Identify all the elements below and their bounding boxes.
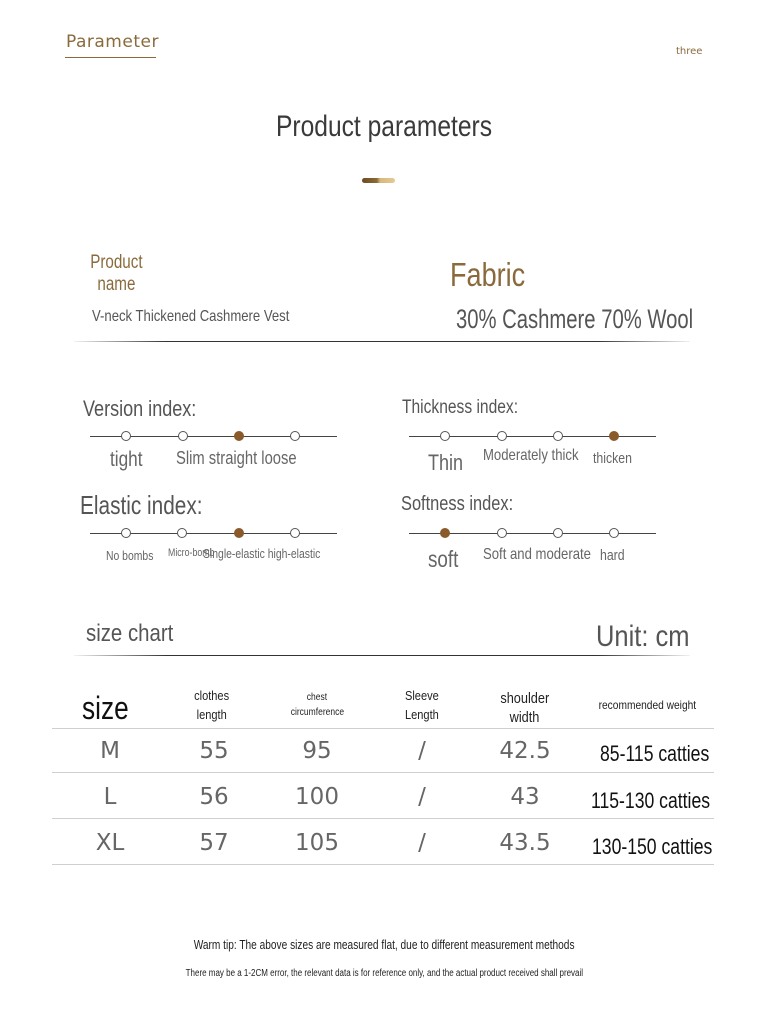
col-header-shoulder-line2: width bbox=[510, 709, 540, 726]
col-header-sleeve-line2: Length bbox=[405, 707, 439, 722]
thickness-point-3 bbox=[553, 431, 563, 441]
divider bbox=[74, 655, 690, 656]
version-point-3 bbox=[234, 431, 244, 441]
cell-sleeve: / bbox=[418, 784, 426, 810]
product-name-label: Product name bbox=[90, 252, 143, 295]
col-header-size: size bbox=[82, 690, 129, 726]
thickness-point-2 bbox=[497, 431, 507, 441]
section-tag: Parameter bbox=[66, 32, 159, 52]
row-divider bbox=[52, 728, 714, 729]
page-title: Product parameters bbox=[275, 110, 493, 143]
thickness-point-1 bbox=[440, 431, 450, 441]
cell-weight: 85-115 catties bbox=[600, 741, 710, 766]
elastic-point-1 bbox=[121, 528, 131, 538]
product-name-value: V-neck Thickened Cashmere Vest bbox=[92, 308, 290, 325]
cell-chest: 100 bbox=[295, 784, 339, 810]
cell-shoulder: 42.5 bbox=[499, 738, 551, 764]
row-divider bbox=[52, 818, 714, 819]
cell-size: M bbox=[100, 738, 120, 764]
version-point-4 bbox=[290, 431, 300, 441]
version-label-2: Slim straight loose bbox=[176, 448, 297, 468]
row-divider bbox=[52, 772, 714, 773]
softness-point-3 bbox=[553, 528, 563, 538]
fabric-value: 30% Cashmere 70% Wool bbox=[456, 304, 694, 334]
divider bbox=[74, 341, 690, 342]
unit-label: Unit: cm bbox=[596, 620, 690, 653]
thickness-point-4 bbox=[609, 431, 619, 441]
size-chart-label: size chart bbox=[86, 620, 174, 647]
col-header-weight-text: recommended weight bbox=[598, 698, 696, 712]
softness-point-1 bbox=[440, 528, 450, 538]
col-header-shoulder bbox=[485, 689, 565, 727]
softness-label-2: Soft and moderate bbox=[483, 546, 591, 563]
col-header-length-line2: length bbox=[196, 707, 228, 722]
elastic-point-2 bbox=[177, 528, 187, 538]
version-label-1: tight bbox=[110, 448, 143, 471]
elastic-label-2: Micro-bomb bbox=[168, 547, 215, 559]
softness-label-3: hard bbox=[600, 547, 625, 564]
row-divider bbox=[52, 864, 714, 865]
cell-sleeve: / bbox=[418, 830, 426, 856]
cell-length: 55 bbox=[199, 738, 229, 764]
cell-size: XL bbox=[95, 830, 125, 856]
version-index-title: Version index: bbox=[83, 396, 197, 421]
fabric-label: Fabric bbox=[450, 256, 526, 293]
cell-size: L bbox=[103, 784, 117, 810]
col-header-shoulder-line1: shoulder bbox=[500, 690, 550, 707]
version-point-2 bbox=[178, 431, 188, 441]
col-header-length-line1: clothes bbox=[194, 688, 230, 703]
warm-tip-text: Warm tip: The above sizes are measured flat, due to different measurement methods bbox=[193, 937, 575, 952]
thickness-index-title: Thickness index: bbox=[402, 397, 519, 418]
error-note bbox=[0, 968, 768, 979]
cell-chest: 95 bbox=[302, 738, 332, 764]
softness-label-1: soft bbox=[428, 546, 459, 572]
error-note-text: There may be a 1-2CM error, the relevant data is for reference only, and the actual product received shall prevail bbox=[185, 968, 583, 979]
elastic-point-4 bbox=[290, 528, 300, 538]
col-header-chest-line2: circumference bbox=[290, 707, 344, 718]
cell-sleeve: / bbox=[418, 738, 426, 764]
elastic-label-1: No bombs bbox=[106, 548, 154, 563]
cell-length: 56 bbox=[199, 784, 229, 810]
softness-point-4 bbox=[609, 528, 619, 538]
elastic-label-3: Single-elastic high-elastic bbox=[203, 546, 321, 561]
cell-chest: 105 bbox=[295, 830, 339, 856]
softness-point-2 bbox=[497, 528, 507, 538]
thickness-label-2: Moderately thick bbox=[483, 447, 579, 464]
version-point-1 bbox=[121, 431, 131, 441]
section-tag-underline bbox=[65, 57, 156, 58]
warm-tip bbox=[0, 937, 768, 953]
col-header-sleeve bbox=[382, 687, 462, 725]
col-header-sleeve-line1: Sleeve bbox=[405, 688, 439, 703]
elastic-index-title: Elastic index: bbox=[80, 490, 203, 520]
softness-index-title: Softness index: bbox=[401, 493, 514, 515]
cell-shoulder: 43.5 bbox=[499, 830, 551, 856]
thickness-label-3: thicken bbox=[593, 450, 632, 467]
cell-length: 57 bbox=[199, 830, 229, 856]
col-header-chest-line1: chest bbox=[306, 692, 328, 703]
cell-weight: 130-150 catties bbox=[592, 834, 713, 859]
title-accent-bar bbox=[362, 178, 395, 183]
page-number: three bbox=[676, 46, 703, 57]
cell-weight: 115-130 catties bbox=[591, 788, 711, 813]
cell-shoulder: 43 bbox=[510, 784, 540, 810]
col-header-weight bbox=[582, 696, 712, 714]
elastic-point-3 bbox=[234, 528, 244, 538]
col-header-length bbox=[172, 687, 252, 725]
thickness-label-1: Thin bbox=[428, 450, 464, 475]
col-header-chest bbox=[272, 690, 362, 720]
